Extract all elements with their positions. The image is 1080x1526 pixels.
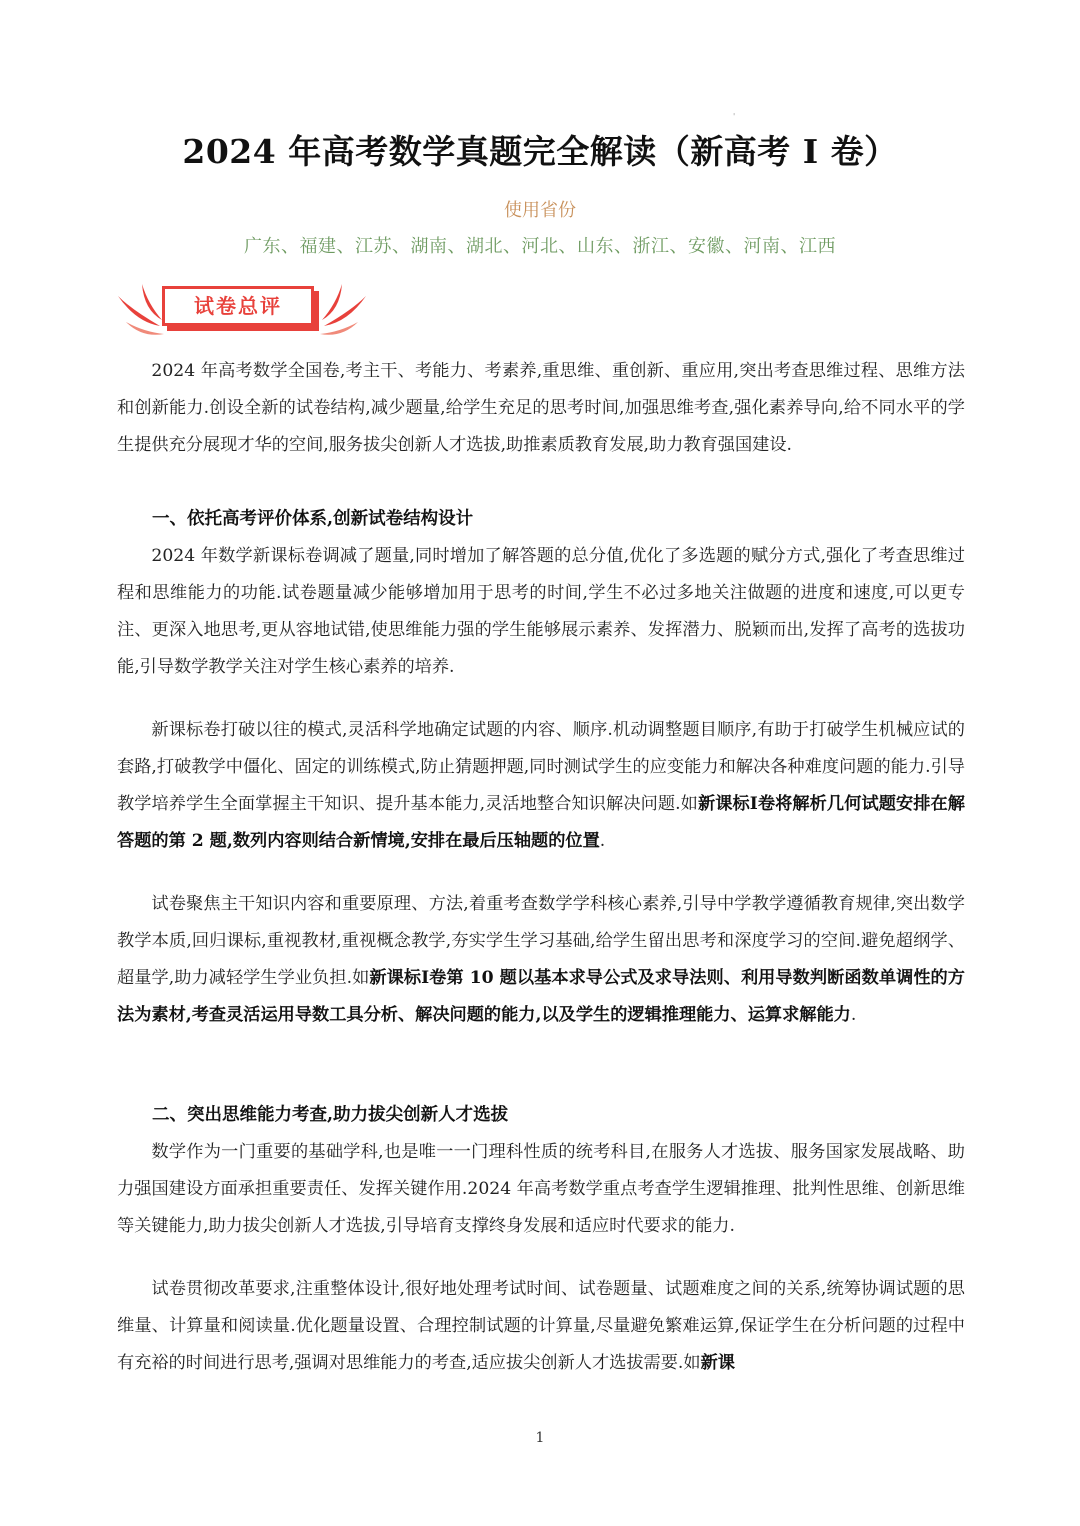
paragraph-text xyxy=(117,886,965,1034)
page-number: 1 xyxy=(535,1430,545,1446)
paragraph-thinking xyxy=(117,1134,965,1245)
paragraph-text: 2024 年数学新课标卷调减了题量,同时增加了解答题的总分值,优化了多选题的赋分方式,强化了考查思维过程和思维能力的功能.试卷题量减少能够增加用于思考的时间,学生不必过多地关注做题的进度和速度,可以更专注、更深入地思考,更从容地试错,使思维能力强的学生能够展示素养、发挥潜力、脱颖而出,发挥了高考的选拔功能,引导数学教学关注对学生核心素养的培养. xyxy=(117,546,965,677)
paragraph-focus xyxy=(117,886,965,1034)
paragraph-structure xyxy=(117,538,965,686)
paragraph-bold-text: 新课标Ⅰ卷将解析几何试题安排在解答题的第 2 题,数列内容则结合新情境,安排在最后压轴题的位置 xyxy=(117,794,965,851)
province-list: 广东、福建、江苏、湖南、湖北、河北、山东、浙江、安徽、河南、江西 xyxy=(244,236,836,257)
paragraph-overview xyxy=(117,353,965,464)
paragraph-text: 2024 年高考数学全国卷,考主干、考能力、考素养,重思维、重创新、重应用,突出考查思维过程、思维方法和创新能力.创设全新的试卷结构,减少题量,给学生充足的思考时间,加强思维考查,强化素养导向,给不同水平的学生提供充分展现才华的空间,服务拔尖创新人才选拔,助推素质教育发展,助力教育强国建设. xyxy=(117,361,965,455)
paragraph-order xyxy=(117,712,965,860)
paragraph-bold-text: 新课标Ⅰ卷第 10 题以基本求导公式及求导法则、利用导数判断函数单调性的方法为素材,考查灵活运用导数工具分析、解决问题的能力,以及学生的逻辑推理能力、运算求解能力 xyxy=(117,968,965,1025)
paragraph-bold-text: 新课 xyxy=(700,1353,735,1373)
paragraph-normal-text: 试卷贯彻改革要求,注重整体设计,很好地处理考试时间、试卷题量、试题难度之间的关系,统筹协调试题的思维量、计算量和阅读量.优化题量设置、合理控制试题的计算量,尽量避免繁难运算,保证学生在分析问题的过程中有充裕的时间进行思考,强调对思维能力的考查,适应拔尖创新人才选拔需要.如 xyxy=(117,1279,965,1373)
paragraph-text xyxy=(117,712,965,860)
paragraph-normal-text: 试卷聚焦主干知识内容和重要原理、方法,着重考查数学学科核心素养,引导中学教学遵循教育规律,突出数学教学本质,回归课标,重视教材,重视概念教学,夯实学生学习基础,给学生留出思考和深度学习的空间.避免超纲学、超量学,助力减轻学生学业负担.如 xyxy=(117,894,965,988)
province-label: 使用省份 xyxy=(504,200,576,221)
badge-frame xyxy=(162,286,314,326)
badge-label: 试卷总评 xyxy=(194,294,282,318)
paragraph-end: . xyxy=(850,1005,857,1025)
section-heading-1: 一、依托高考评价体系,创新试卷结构设计 xyxy=(152,509,474,529)
paragraph-end: . xyxy=(599,831,606,851)
paragraph-reform xyxy=(117,1271,965,1382)
paragraph-normal-text: 新课标卷打破以往的模式,灵活科学地确定试题的内容、顺序.机动调整题目顺序,有助于打破学生机械应试的套路,打破教学中僵化、固定的训练模式,防止猜题押题,同时测试学生的应变能力和解决各种难度问题的能力.引导教学培养学生全面掌握主干知识、提升基本能力,灵活地整合知识解决问题.如 xyxy=(117,720,965,814)
paragraph-text xyxy=(117,1271,965,1382)
section-badge xyxy=(112,282,372,342)
paragraph-text: 数学作为一门重要的基础学科,也是唯一一门理科性质的统考科目,在服务人才选拔、服务国家发展战略、助力强国建设方面承担重要责任、发挥关键作用.2024 年高考数学重点考查学生逻辑推理、批判性思维、创新思维等关键能力,助力拔尖创新人才选拔,引导培育支撑终身发展和适应时代要求的能力. xyxy=(117,1142,965,1236)
document-title: 2024 年高考数学真题完全解读（新高考 I 卷） xyxy=(182,132,898,171)
section-heading-2: 二、突出思维能力考查,助力拔尖创新人才选拔 xyxy=(152,1105,509,1125)
page-mark: ' xyxy=(733,112,736,121)
